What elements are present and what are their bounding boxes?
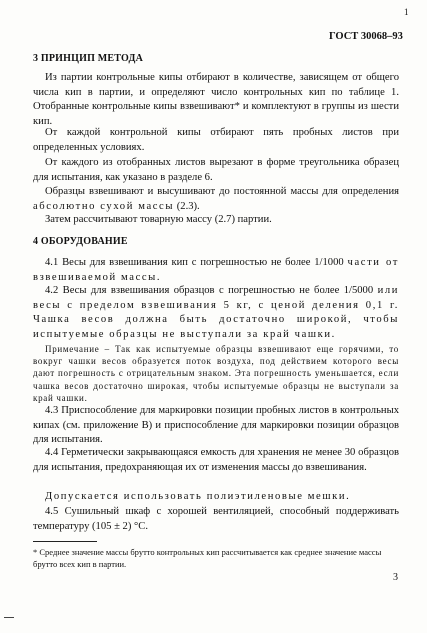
paragraph: 4.5 Сушильный шкаф с хорошей вентиляцией, способный поддерживать температуру (105 ± 2) °С. [33,506,399,532]
standard-number: ГОСТ 30068–93 [329,31,403,42]
edge-mark [4,617,14,618]
section-4-heading: 4 ОБОРУДОВАНИЕ [33,236,128,247]
footnote-text: Среднее значение массы брутто контрольных кип рассчитывается как среднее значение массы брутто всех кип в партии. [33,547,382,569]
paragraph: От каждой контрольной кипы отбирают пять пробных листов при определенных условиях. [33,127,399,153]
paragraph: Затем рассчитывают товарную массу (2.7) партии. [45,214,272,225]
paragraph [33,185,399,214]
paragraph [33,284,399,342]
note: Примечание – Так как испытуемые образцы взвешивают еще горячими, то вокруг чашки весов образуется поток воздуха, под действием которого весы дают погрешность с отрицательным знаком. Эта погрешность уменьшается, если чашка весов достаточно широкая, чтобы испытуемые образцы не выступали за край чашки. [33,344,399,403]
footnote-divider [33,541,97,542]
paragraph: От каждого из отобранных листов вырезают в форме треугольника образец для испытания, как указано в разделе 6. [33,157,399,183]
section-3-heading: 3 ПРИНЦИП МЕТОДА [33,53,144,64]
paragraph: 4.3 Приспособление для маркировки позиции пробных листов в контрольных кипах (см. приложение В) и приспособление для маркировки позиции образцов для испытания. [33,405,399,446]
paragraph: Из партии контрольные кипы отбирают в количестве, зависящем от общего числа кип в партии, и определяют число контрольных кип по таблице 1. Отобранные контрольные кипы взвешивают* и комплектуют в группы из шести кип. [33,72,399,127]
spaced-text: или весы с пределом взвешивания 5 кг, с ценой деления 0,1 г. Чашка весов должна быть достаточно широкой, чтобы испытуемые образцы не выступали за край чашки. [33,285,399,340]
text-run: (2.3). [174,200,200,212]
paragraph: Допускается использовать полиэтиленовые мешки. [45,491,351,502]
text-run: 4.1 Весы для взвешивания кип с погрешностью не более 1/1000 [45,257,348,268]
page-number: 3 [393,572,398,583]
spaced-text: части от взвешиваемой массы. [33,257,399,283]
footnote-mark: * [33,547,38,557]
footnote [33,547,403,570]
paragraph [33,256,399,285]
spaced-text: абсолютно сухой массы [33,200,175,212]
corner-mark: 1 [404,7,409,17]
text-run: Образцы взвешивают и высушивают до постоянной массы для определения [45,186,399,197]
text-run: 4.2 Весы для взвешивания образцов с погрешностью не более 1/5000 [45,285,378,296]
paragraph: 4.4 Герметически закрывающаяся емкость для хранения не менее 30 образцов для испытания, предохраняющая их от изменения массы до взвешивания. [33,447,399,473]
